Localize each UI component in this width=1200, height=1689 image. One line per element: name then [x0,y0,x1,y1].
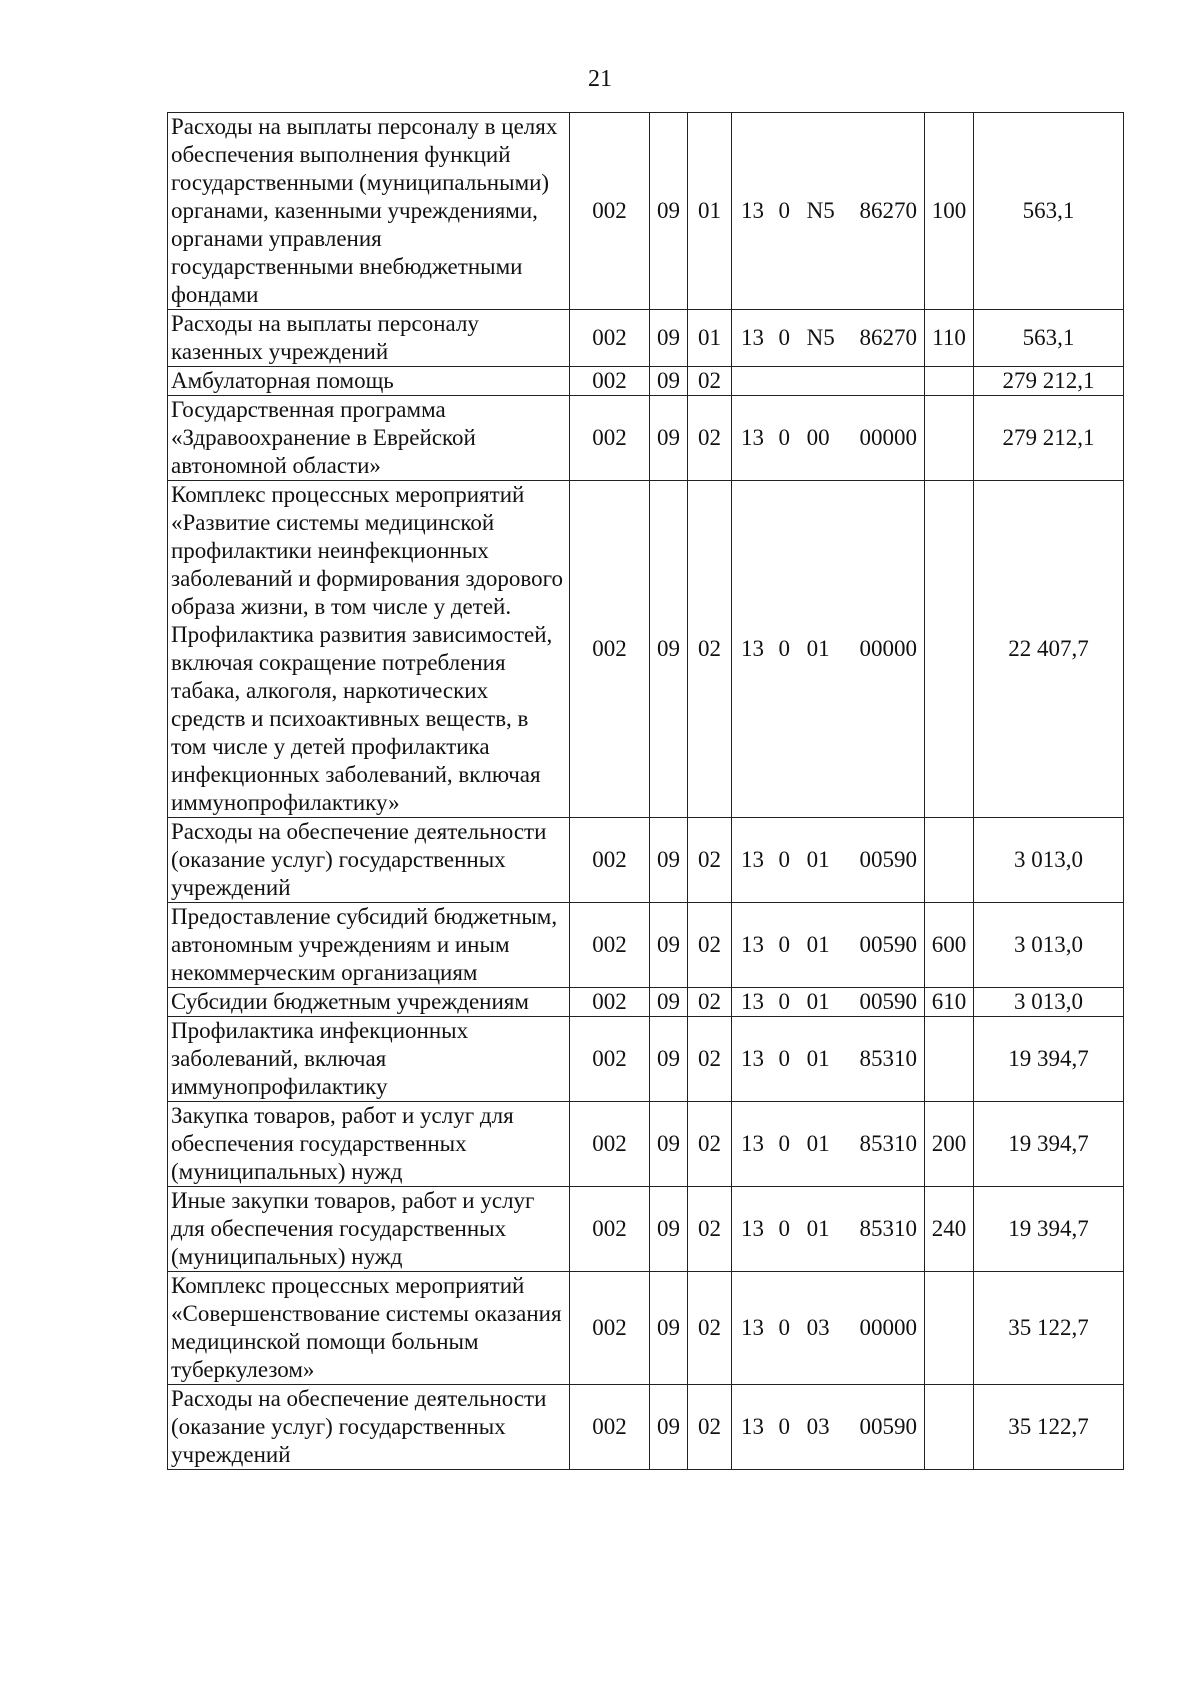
expense-type-code [925,367,974,396]
target-code-part: 00000 [859,1315,917,1340]
row-name: Субсидии бюджетным учреждениям [168,988,570,1017]
expense-type-code [925,1272,974,1385]
expense-type-code [925,1017,974,1102]
budget-table-body [168,113,1124,1470]
section-code: 09 [650,1385,688,1470]
amount: 279 212,1 [974,367,1124,396]
row-name: Профилактика инфекционных заболеваний, включая иммунопрофилактику [168,1017,570,1102]
target-article-code [732,310,925,367]
ministry-code: 002 [570,818,650,903]
amount: 3 013,0 [974,988,1124,1017]
target-article-code [732,1272,925,1385]
target-code-part: 0 [778,1046,790,1071]
expense-type-code [925,396,974,481]
subsection-code: 01 [688,113,732,310]
ministry-code: 002 [570,481,650,818]
target-article-code [732,1385,925,1470]
section-code: 09 [650,988,688,1017]
row-name: Расходы на выплаты персоналу в целях обеспечения выполнения функций государственными (муниципальными) органами, казенными учреждениями, органами управления государственными внебюджетными фондами [168,113,570,310]
amount: 3 013,0 [974,903,1124,988]
target-code-part: 0 [778,325,790,350]
target-code-part: 0 [778,1315,790,1340]
ministry-code: 002 [570,1187,650,1272]
target-code-part: 00590 [859,847,917,872]
ministry-code: 002 [570,396,650,481]
expense-type-code [925,1385,974,1470]
target-code-part: 00590 [859,989,917,1014]
target-code-part: 13 [741,325,764,350]
table-row [168,481,1124,818]
table-row [168,367,1124,396]
expense-type-code: 200 [925,1102,974,1187]
ministry-code: 002 [570,903,650,988]
subsection-code: 02 [688,481,732,818]
ministry-code: 002 [570,1102,650,1187]
table-row [168,1272,1124,1385]
expense-type-code [925,818,974,903]
row-name: Расходы на обеспечение деятельности (оказание услуг) государственных учреждений [168,818,570,903]
target-code-part: 13 [741,198,764,223]
subsection-code: 02 [688,1272,732,1385]
target-article-code [732,113,925,310]
target-article-code [732,1017,925,1102]
table-row [168,396,1124,481]
subsection-code: 02 [688,903,732,988]
target-code-part: 0 [778,1414,790,1439]
section-code: 09 [650,1017,688,1102]
subsection-code: 02 [688,1385,732,1470]
target-code-part: 03 [806,1414,830,1439]
ministry-code: 002 [570,988,650,1017]
target-code-part: 00000 [859,636,917,661]
target-code-part: 0 [778,425,790,450]
row-name: Закупка товаров, работ и услуг для обеспечения государственных (муниципальных) нужд [168,1102,570,1187]
expense-type-code: 100 [925,113,974,310]
expense-type-code: 610 [925,988,974,1017]
table-row [168,818,1124,903]
subsection-code: 02 [688,988,732,1017]
row-name: Предоставление субсидий бюджетным, автономным учреждениям и иным некоммерческим организациям [168,903,570,988]
table-row [168,1187,1124,1272]
section-code: 09 [650,818,688,903]
target-code-part: 00590 [859,932,917,957]
amount: 279 212,1 [974,396,1124,481]
expense-type-code [925,481,974,818]
subsection-code: 02 [688,1187,732,1272]
target-code-part: 13 [741,989,764,1014]
ministry-code: 002 [570,113,650,310]
amount: 3 013,0 [974,818,1124,903]
target-article-code [732,396,925,481]
section-code: 09 [650,113,688,310]
target-code-part: 01 [806,636,830,661]
section-code: 09 [650,903,688,988]
expense-type-code: 240 [925,1187,974,1272]
expense-type-code: 110 [925,310,974,367]
section-code: 09 [650,396,688,481]
target-code-part: 00590 [859,1414,917,1439]
target-code-part: 01 [806,1216,830,1241]
table-row [168,310,1124,367]
amount: 563,1 [974,310,1124,367]
target-article-code [732,903,925,988]
section-code: 09 [650,310,688,367]
section-code: 09 [650,1187,688,1272]
subsection-code: 02 [688,1017,732,1102]
target-code-part: 85310 [859,1131,917,1156]
target-code-part: 85310 [859,1216,917,1241]
subsection-code: 02 [688,396,732,481]
amount: 19 394,7 [974,1017,1124,1102]
table-row [168,1017,1124,1102]
target-code-part: 0 [778,198,790,223]
target-code-part: 00 [806,425,830,450]
row-name: Амбулаторная помощь [168,367,570,396]
target-code-part: 13 [741,1131,764,1156]
target-code-part: 13 [741,847,764,872]
target-code-part: N5 [806,198,835,223]
amount: 35 122,7 [974,1272,1124,1385]
target-code-part: 86270 [859,325,917,350]
target-code-part: 0 [778,847,790,872]
table-row [168,988,1124,1017]
target-code-part: 01 [806,1131,830,1156]
subsection-code: 02 [688,367,732,396]
amount: 35 122,7 [974,1385,1124,1470]
target-code-part: 0 [778,1131,790,1156]
row-name: Иные закупки товаров, работ и услуг для обеспечения государственных (муниципальных) нужд [168,1187,570,1272]
target-code-part: 13 [741,1315,764,1340]
target-code-part: 0 [778,932,790,957]
target-article-code [732,481,925,818]
expense-type-code: 600 [925,903,974,988]
target-code-part: 0 [778,989,790,1014]
ministry-code: 002 [570,1385,650,1470]
ministry-code: 002 [570,310,650,367]
row-name: Государственная программа «Здравоохранение в Еврейской автономной области» [168,396,570,481]
target-article-code [732,1102,925,1187]
target-code-part: 01 [806,989,830,1014]
section-code: 09 [650,1272,688,1385]
target-code-part: 85310 [859,1046,917,1071]
row-name: Расходы на выплаты персоналу казенных учреждений [168,310,570,367]
section-code: 09 [650,367,688,396]
subsection-code: 02 [688,1102,732,1187]
target-article-code [732,988,925,1017]
table-row [168,113,1124,310]
row-name: Комплекс процессных мероприятий «Развитие системы медицинской профилактики неинфекционных заболеваний и формирования здорового образа жизни, в том числе у детей. Профилактика развития зависимостей, включая сокращение потребления табака, алкоголя, наркотических средств и психоактивных веществ, в том числе у детей профилактика инфекционных заболеваний, включая иммунопрофилактику» [168,481,570,818]
table-row [168,1102,1124,1187]
target-code-part: 86270 [859,198,917,223]
subsection-code: 01 [688,310,732,367]
section-code: 09 [650,481,688,818]
target-code-part: N5 [806,325,835,350]
page-number: 21 [588,66,612,92]
table-row [168,1385,1124,1470]
ministry-code: 002 [570,1017,650,1102]
target-code-part: 01 [806,932,830,957]
target-code-part: 13 [741,932,764,957]
amount: 19 394,7 [974,1187,1124,1272]
target-code-part: 03 [806,1315,830,1340]
target-code-part: 13 [741,1414,764,1439]
target-article-code [732,367,925,396]
table-row [168,903,1124,988]
amount: 22 407,7 [974,481,1124,818]
amount: 19 394,7 [974,1102,1124,1187]
target-code-part: 13 [741,636,764,661]
section-code: 09 [650,1102,688,1187]
budget-table [167,112,1124,1470]
amount: 563,1 [974,113,1124,310]
target-code-part: 13 [741,425,764,450]
row-name: Расходы на обеспечение деятельности (оказание услуг) государственных учреждений [168,1385,570,1470]
target-code-part: 13 [741,1046,764,1071]
target-article-code [732,1187,925,1272]
target-code-part: 01 [806,847,830,872]
target-code-part: 01 [806,1046,830,1071]
target-code-part: 0 [778,636,790,661]
row-name: Комплекс процессных мероприятий «Совершенствование системы оказания медицинской помощи больным туберкулезом» [168,1272,570,1385]
target-code-part: 13 [741,1216,764,1241]
target-code-part: 0 [778,1216,790,1241]
target-code-part: 00000 [859,425,917,450]
ministry-code: 002 [570,1272,650,1385]
target-article-code [732,818,925,903]
subsection-code: 02 [688,818,732,903]
ministry-code: 002 [570,367,650,396]
